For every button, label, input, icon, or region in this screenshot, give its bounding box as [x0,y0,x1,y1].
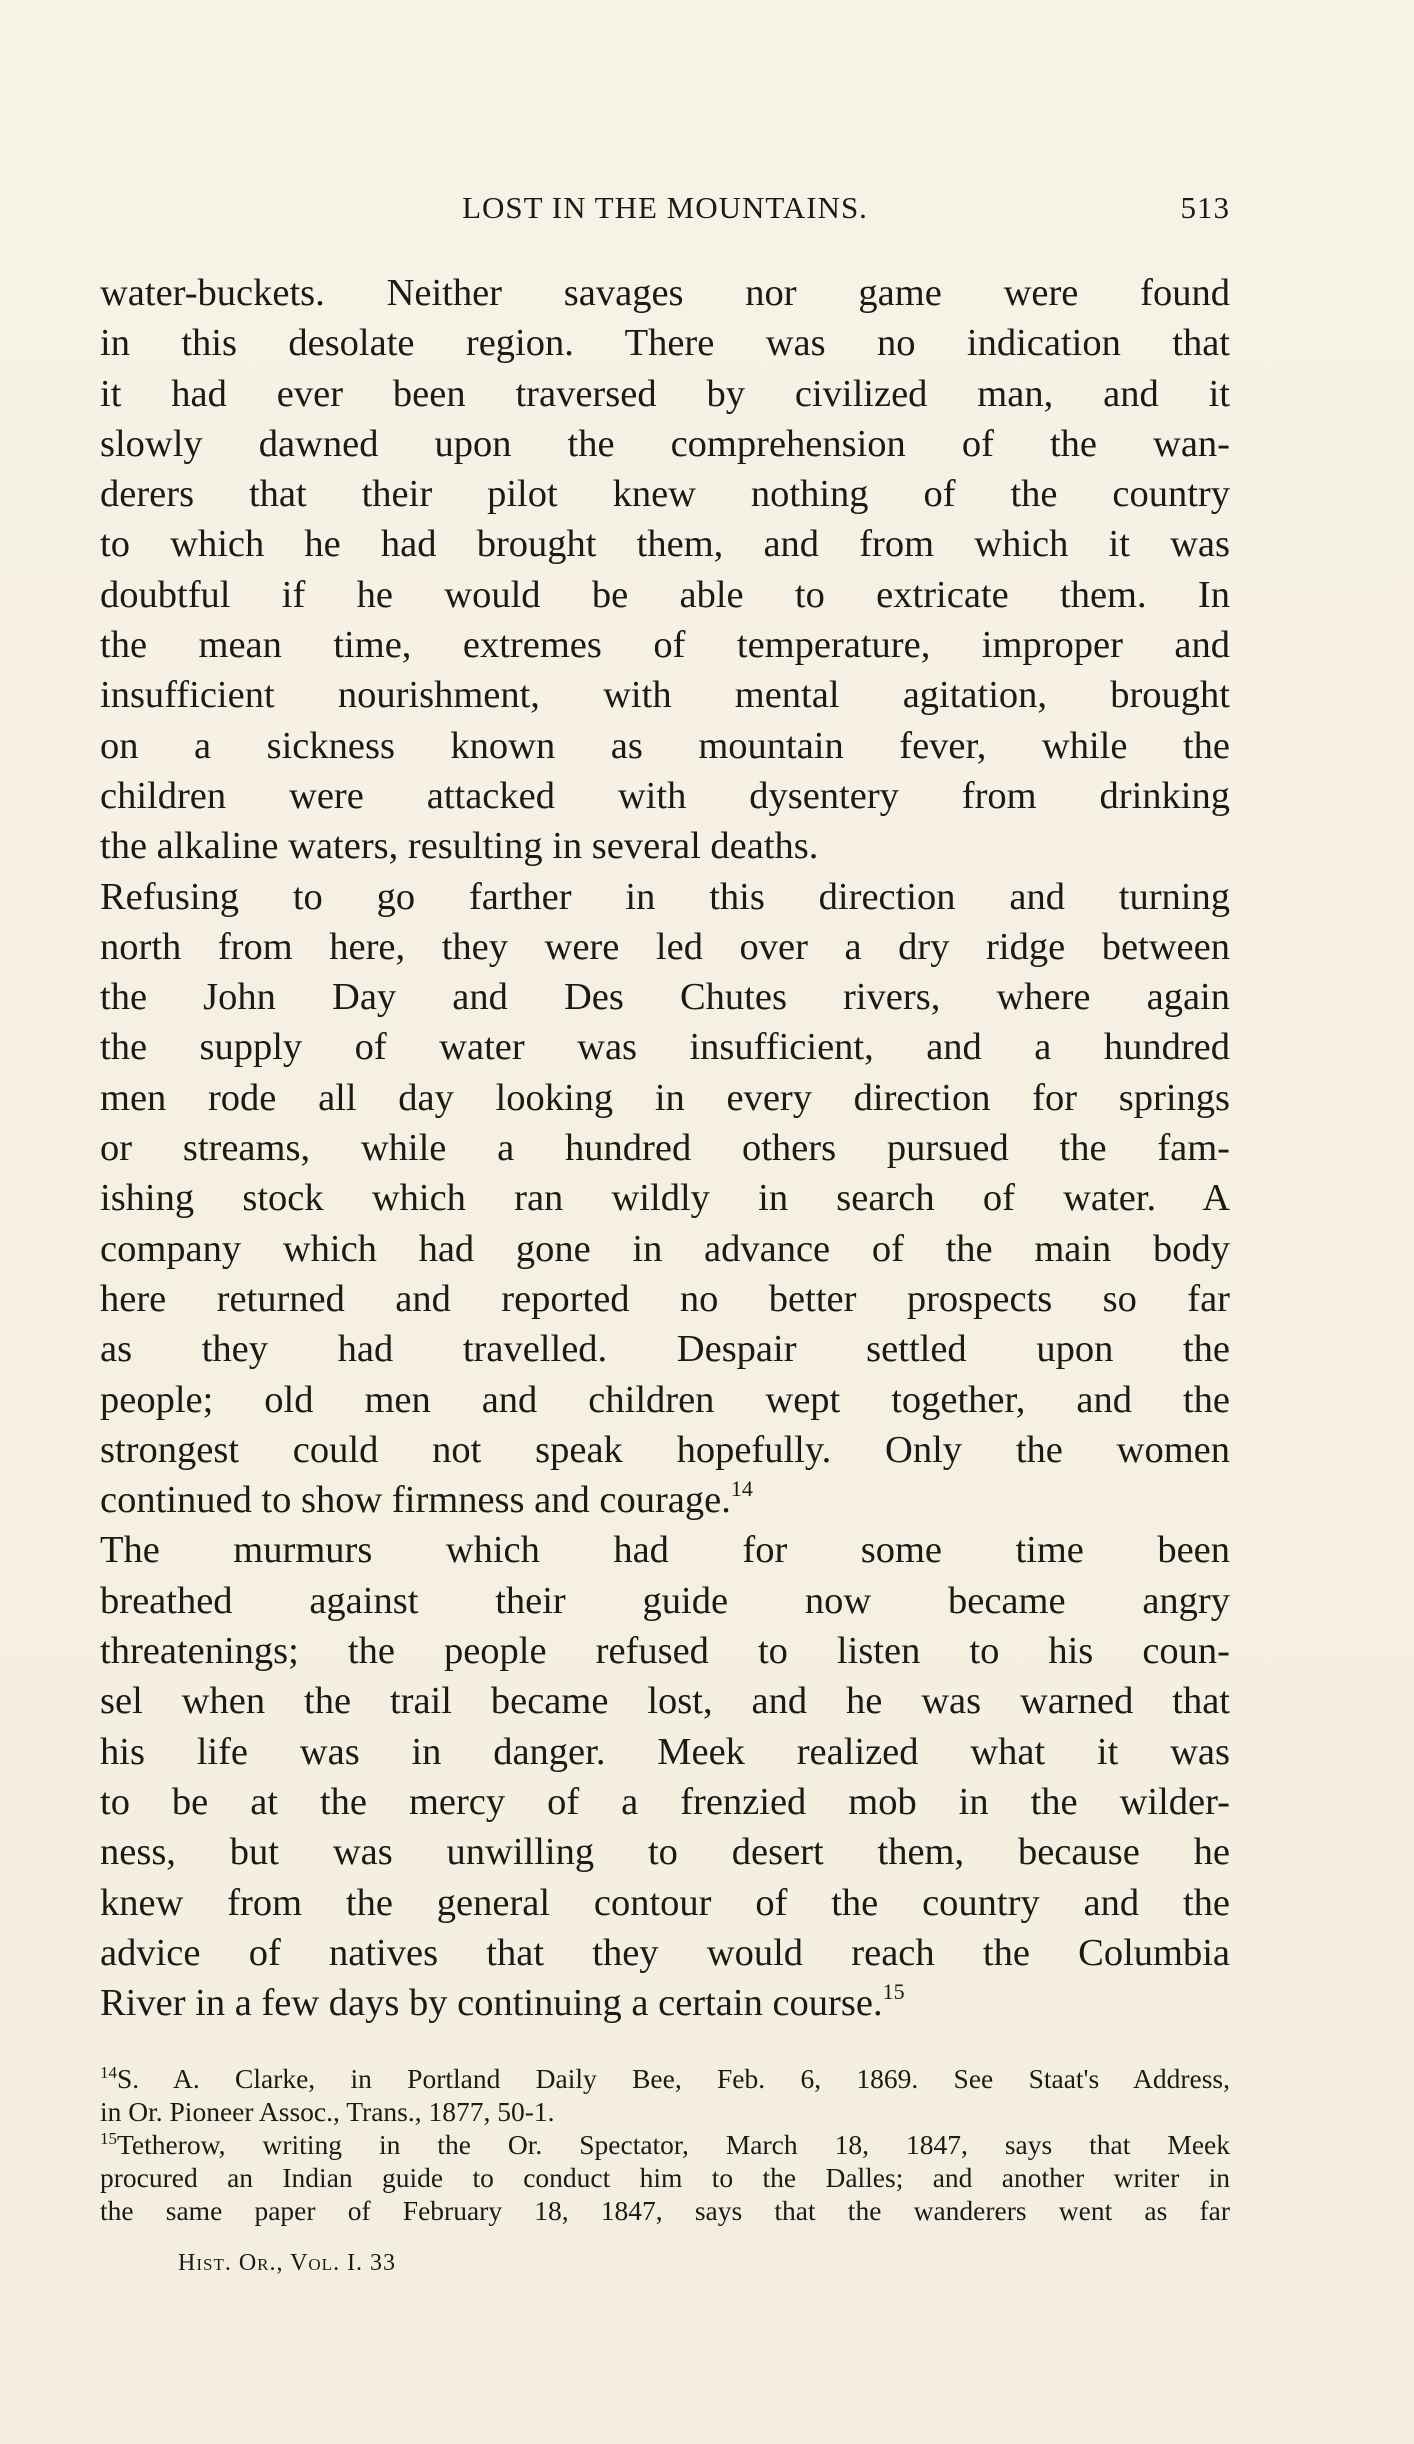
text-line: River in a few days by continuing a certain course. [100,1982,883,2025]
text-line: here returned and reported no better prospects so far [100,1277,1230,1320]
text-line: advice of natives that they would reach the Columbia [100,1931,1230,1974]
text-line: the alkaline waters, resulting in several deaths. [100,825,819,868]
text-line: as they had travelled. Despair settled upon the [100,1328,1230,1371]
text-line: The murmurs which had for some time been [100,1529,1230,1572]
text-line: derers that their pilot knew nothing of the country [100,473,1230,516]
text-line-with-footnote [100,1978,1230,2028]
text-line: Refusing to go farther in this direction and turning [100,875,1230,918]
text-line-with-footnote [100,1475,1230,1525]
text-line: insufficient nourishment, with mental agitation, brought [100,674,1230,717]
footnote-text: S. A. Clarke, in Portland Daily Bee, Feb. 6, 1869. See Staat's Address, [117,2063,1230,2094]
text-line: strongest could not speak hopefully. Only the women [100,1428,1230,1471]
text-line: to be at the mercy of a frenzied mob in the wilder- [100,1780,1230,1823]
text-line: on a sickness known as mountain fever, while the [100,724,1230,767]
text-line: people; old men and children wept together, and the [100,1378,1230,1421]
body-text [100,268,1230,2028]
running-head [100,190,1230,234]
text-line: men rode all day looking in every direction for springs [100,1076,1230,1119]
text-line: ness, but was unwilling to desert them, because he [100,1831,1230,1874]
signature-mark: Hist. Or., Vol. I. 33 [178,2250,397,2276]
text-line: threatenings; the people refused to listen to his coun- [100,1630,1230,1673]
footnote-14-line: in Or. Pioneer Assoc., Trans., 1877, 50-1. [100,2096,555,2127]
running-title: LOST IN THE MOUNTAINS. [462,190,868,225]
text-line: doubtful if he would be able to extricate them. In [100,573,1230,616]
footnote-ref-14: 14 [730,1476,753,1502]
footnote-15-line [100,2128,1230,2161]
text-line: or streams, while a hundred others pursued the fam- [100,1127,1230,1170]
text-line: knew from the general contour of the country and the [100,1881,1230,1924]
text-line: ishing stock which ran wildly in search of water. A [100,1177,1230,1220]
text-line: the supply of water was insufficient, and a hundred [100,1026,1230,1069]
text-line: north from here, they were led over a dry ridge between [100,925,1230,968]
text-line: breathed against their guide now became angry [100,1579,1230,1622]
text-line: company which had gone in advance of the main body [100,1227,1230,1270]
text-line: children were attacked with dysentery from drinking [100,774,1230,817]
text-line: his life was in danger. Meek realized what it was [100,1730,1230,1773]
footnote-14-line [100,2062,1230,2095]
text-line: to which he had brought them, and from which it was [100,523,1230,566]
footnote-number: 14 [100,2063,117,2082]
text-line: it had ever been traversed by civilized man, and it [100,372,1230,415]
footnote-ref-15: 15 [882,1979,905,2005]
text-line: the mean time, extremes of temperature, improper and [100,624,1230,667]
text-line: sel when the trail became lost, and he was warned that [100,1680,1230,1723]
footnotes [100,2062,1230,2227]
text-line: slowly dawned upon the comprehension of the wan- [100,422,1230,465]
text-line: continued to show firmness and courage. [100,1479,731,1522]
footnote-15-line: the same paper of February 18, 1847, says that the wanderers went as far [100,2195,1230,2226]
page-number: 513 [1180,190,1230,225]
footnote-15-line: procured an Indian guide to conduct him to the Dalles; and another writer in [100,2162,1230,2193]
footnote-number: 15 [100,2129,117,2148]
text-line: in this desolate region. There was no indication that [100,322,1230,365]
text-line: the John Day and Des Chutes rivers, where again [100,976,1230,1019]
text-line: water-buckets. Neither savages nor game were found [100,272,1230,314]
footnote-text: Tetherow, writing in the Or. Spectator, March 18, 1847, says that Meek [117,2129,1230,2160]
